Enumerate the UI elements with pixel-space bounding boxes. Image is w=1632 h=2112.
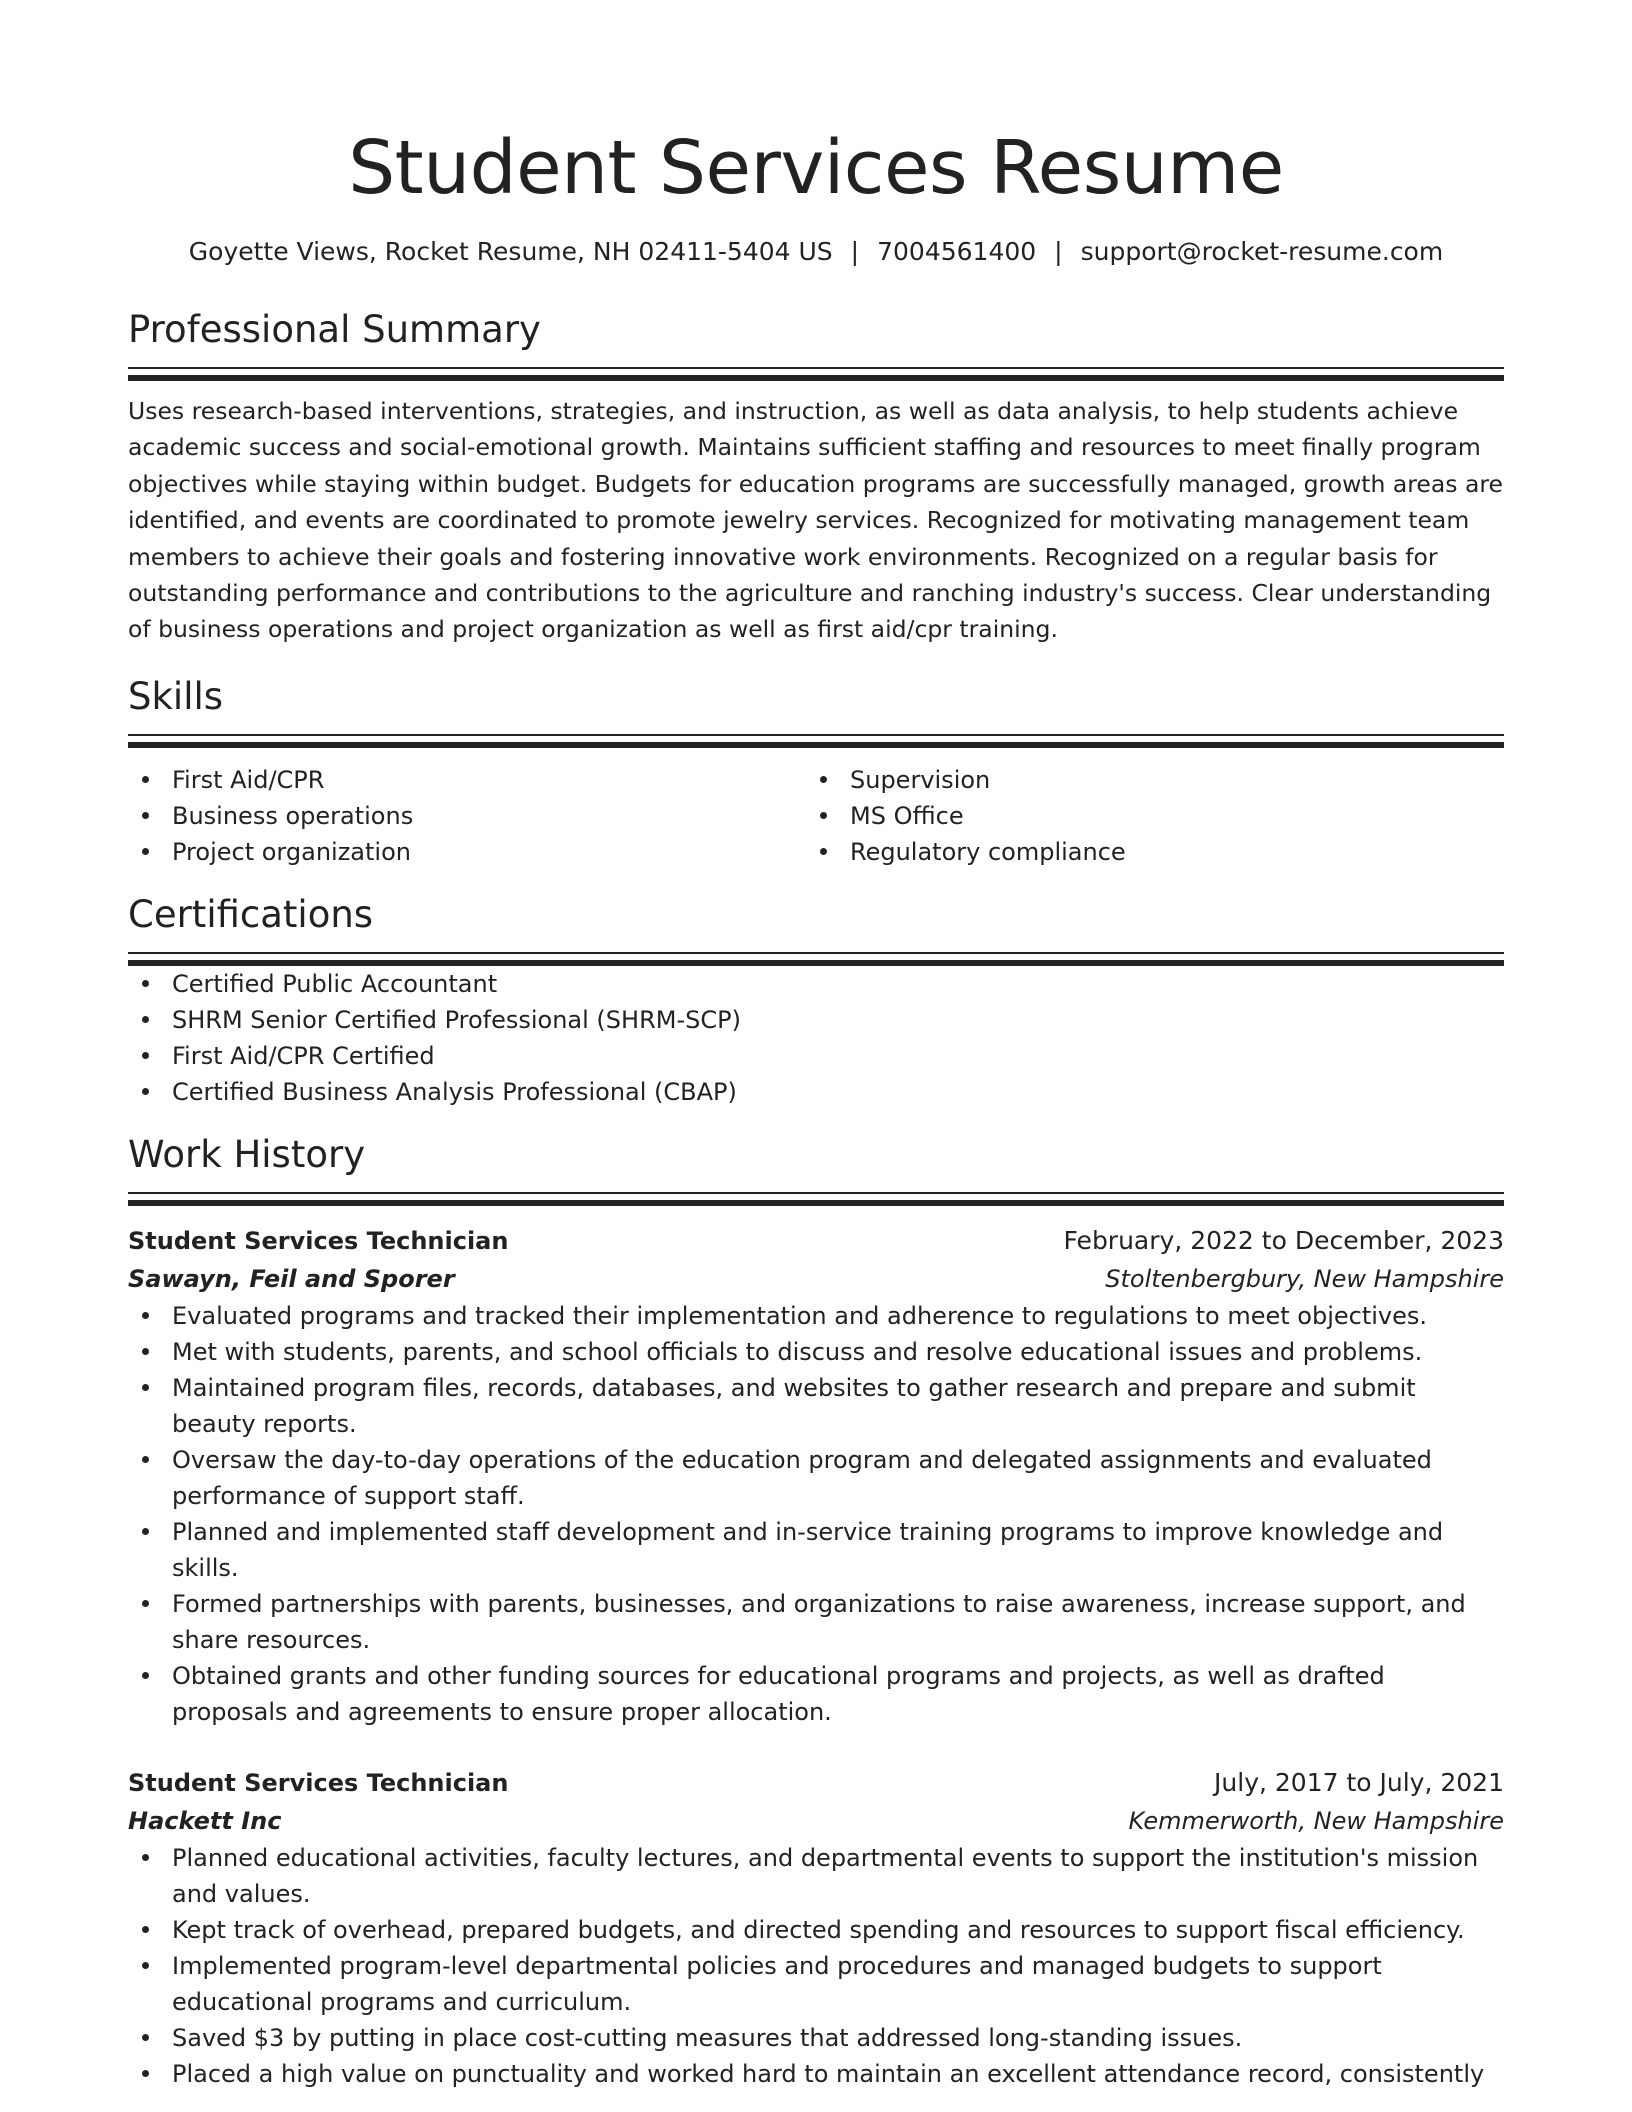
skills-list-right (806, 762, 1484, 870)
job-bullet-list (128, 1298, 1504, 1730)
resume-title: Student Services Resume (348, 125, 1284, 211)
summary-section (128, 307, 1504, 648)
job-title: Student Services Technician (128, 1226, 509, 1255)
job-header-row (128, 1222, 1504, 1260)
skills-list-left (128, 762, 806, 870)
skills-heading: Skills (128, 674, 224, 718)
summary-text: Uses research-based interventions, strategies, and instruction, as well as data analysis, to help students achieve academic success and social-emotional growth. Maintains sufficient staffing and resources to meet finally program objectives while staying within budget. Budgets for education programs are successfully managed, growth areas are identified, and events are coordinated to promote jewelry services. Recognized for motivating management team members to achieve their goals and fostering innovative work environments. Recognized on a regular basis for outstanding performance and contributions to the agriculture and ranching industry's success. Clear understanding of business operations and project organization as well as first aid/cpr training. (128, 397, 1504, 644)
skill-item: Regulatory compliance (806, 834, 1484, 870)
job-bullet-list (128, 1840, 1504, 2092)
summary-heading: Professional Summary (128, 308, 541, 351)
job-entry (128, 1764, 1504, 2092)
job-bullet: Planned educational activities, faculty lectures, and departmental events to support the institution's mission and values. (128, 1840, 1504, 1912)
certification-item: SHRM Senior Certified Professional (SHRM-SCP) (128, 1002, 1504, 1038)
job-bullet: Maintained program files, records, databases, and websites to gather research and prepare and submit beauty reports. (128, 1370, 1504, 1442)
contact-email: support@rocket-resume.com (1080, 237, 1444, 266)
certification-item: Certified Public Accountant (128, 966, 1504, 1002)
skill-item: Supervision (806, 762, 1484, 798)
job-bullet: Evaluated programs and tracked their implementation and adherence to regulations to meet objectives. (128, 1298, 1504, 1334)
job-title: Student Services Technician (128, 1768, 509, 1797)
job-bullet: Oversaw the day-to-day operations of the education program and delegated assignments and evaluated performance of support staff. (128, 1442, 1504, 1514)
contact-address: Goyette Views, Rocket Resume, NH 02411-5404 US (188, 237, 833, 266)
certifications-section (128, 892, 1504, 1110)
work-history-section (128, 1132, 1504, 2092)
job-dates: July, 2017 to July, 2021 (1214, 1767, 1504, 1797)
contact-separator: | (1054, 237, 1063, 266)
job-bullet: Kept track of overhead, prepared budgets, and directed spending and resources to support fiscal efficiency. (128, 1912, 1504, 1948)
job-dates: February, 2022 to December, 2023 (1063, 1225, 1504, 1255)
skill-item: Business operations (128, 798, 806, 834)
job-bullet: Obtained grants and other funding sources for educational programs and projects, as well as drafted proposals and agreements to ensure proper allocation. (128, 1658, 1504, 1730)
section-divider (128, 734, 1504, 748)
job-bullet: Planned and implemented staff development and in-service training programs to improve knowledge and skills. (128, 1514, 1504, 1586)
contact-separator: | (850, 237, 860, 266)
job-company: Hackett Inc (128, 1806, 282, 1835)
certification-item: Certified Business Analysis Professional (CBAP) (128, 1074, 1504, 1110)
skill-item: First Aid/CPR (128, 762, 806, 798)
section-divider (128, 367, 1504, 381)
job-header-row (128, 1764, 1504, 1802)
work-history-heading: Work History (128, 1132, 366, 1176)
contact-phone: 7004561400 (877, 237, 1037, 266)
job-subheader-row (128, 1260, 1504, 1298)
job-bullet: Saved $3 by putting in place cost-cutting measures that addressed long-standing issues. (128, 2020, 1504, 2056)
job-entry (128, 1222, 1504, 1730)
skills-section (128, 674, 1504, 870)
contact-line (128, 234, 1504, 270)
section-divider (128, 952, 1504, 966)
certification-item: First Aid/CPR Certified (128, 1038, 1504, 1074)
job-bullet: Met with students, parents, and school officials to discuss and resolve educational issues and problems. (128, 1334, 1504, 1370)
job-bullet: Implemented program-level departmental policies and procedures and managed budgets to support educational programs and curriculum. (128, 1948, 1504, 2020)
certifications-list (128, 966, 1504, 1110)
skill-item: Project organization (128, 834, 806, 870)
job-subheader-row (128, 1802, 1504, 1840)
skills-grid (128, 762, 1504, 870)
resume-content (128, 118, 1504, 2092)
job-location: Stoltenbergbury, New Hampshire (1105, 1264, 1504, 1293)
job-bullet: Placed a high value on punctuality and worked hard to maintain an excellent attendance record, consistently (128, 2056, 1504, 2092)
job-location: Kemmerworth, New Hampshire (1128, 1806, 1504, 1835)
job-bullet: Formed partnerships with parents, businesses, and organizations to raise awareness, increase support, and share resources. (128, 1586, 1504, 1658)
section-divider (128, 1192, 1504, 1206)
certifications-heading: Certifications (128, 892, 374, 936)
job-company: Sawayn, Feil and Sporer (128, 1264, 455, 1293)
skill-item: MS Office (806, 798, 1484, 834)
